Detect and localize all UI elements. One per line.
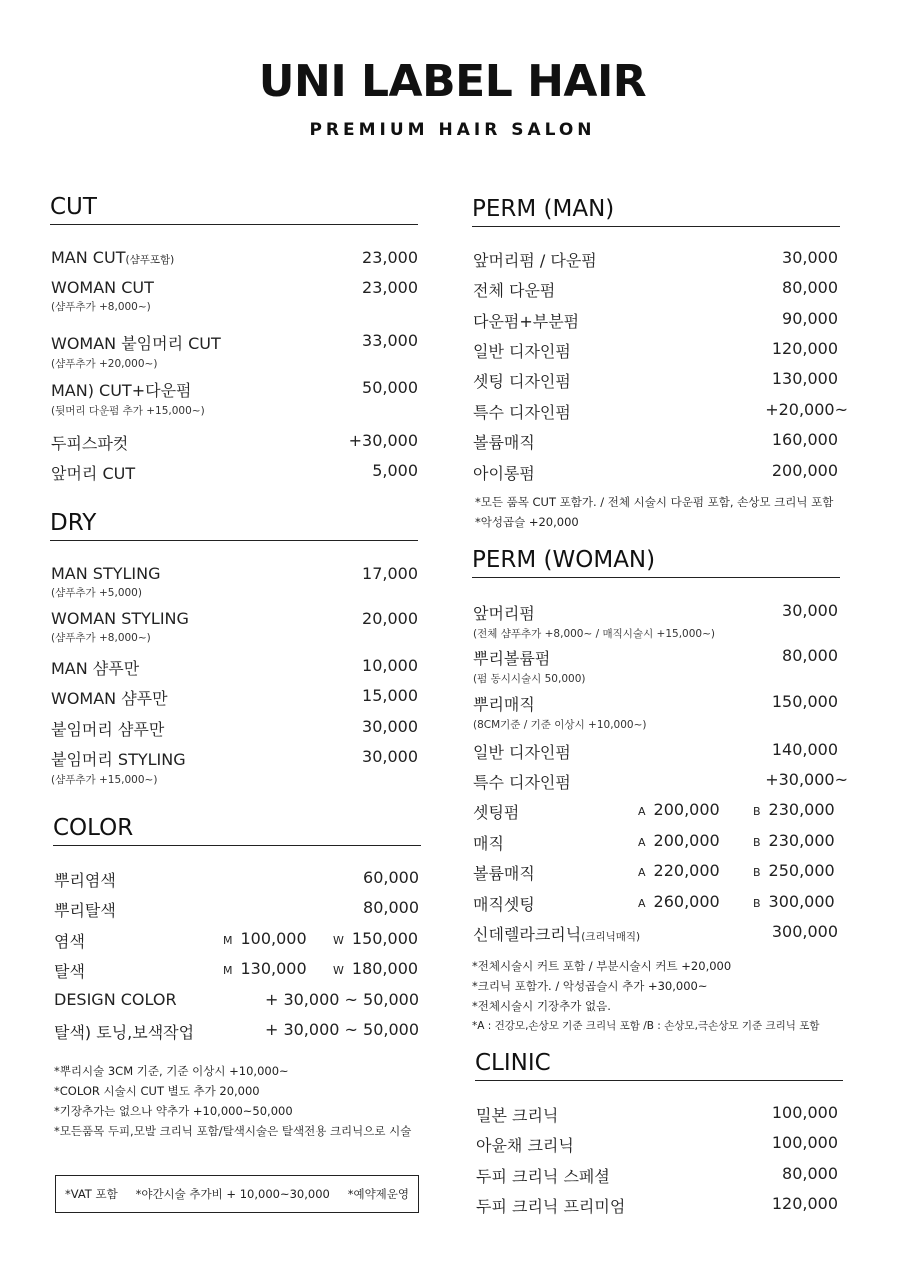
salon-title: UNI LABEL HAIR [258, 56, 647, 107]
item-name: 뿌리염색 [54, 871, 116, 890]
item-price: 100,000 [771, 1133, 838, 1152]
item-price: 120,000 [771, 1194, 838, 1213]
dry-item-man-shampoo [51, 656, 418, 679]
item-price: 300,000 [771, 922, 838, 941]
item-price: 80,000 [782, 646, 838, 665]
item-name: 염색 [54, 932, 85, 951]
item-price: + 30,000 ~ 50,000 [264, 990, 419, 1009]
cut-section [50, 192, 418, 225]
item-name: 앞머리펌 / 다운펌 [473, 251, 597, 270]
item-price: 23,000 [362, 278, 418, 297]
item-name: 볼륨매직 [473, 433, 535, 452]
item-note: (샴푸추가 +20,000~) [51, 358, 158, 370]
item-name: 신데렐라크리닉 [473, 925, 582, 944]
clinic-section [475, 1048, 843, 1081]
perm-man-item [473, 248, 838, 271]
item-price: 30,000 [362, 747, 418, 766]
dry-item-extension-shampoo [51, 717, 418, 740]
perm-man-item [473, 339, 838, 362]
woman-price-label: W [333, 964, 344, 977]
item-price: 120,000 [771, 339, 838, 358]
color-item-root-bleach [54, 898, 419, 921]
item-name: WOMAN 붙임머리 CUT [51, 334, 221, 353]
item-name: 매직셋팅 [473, 895, 535, 914]
b-price-label: B [753, 897, 761, 910]
perm-man-item [473, 278, 838, 301]
item-price: 5,000 [372, 461, 418, 480]
perm-man-item [473, 400, 848, 423]
item-name: 뿌리볼륨펌 [473, 649, 551, 668]
perm-woman-note: *전체시술시 커트 포함 / 부분시술시 커트 +20,000 [472, 959, 732, 973]
color-note: *기장추가는 없으나 약추가 +10,000~50,000 [54, 1104, 293, 1118]
perm-woman-item [473, 861, 838, 884]
item-name: 앞머리펌 [473, 604, 535, 623]
perm-woman-heading: PERM (WOMAN) [472, 545, 840, 578]
cut-item-bangs-cut [51, 461, 418, 484]
perm-man-item [473, 461, 838, 484]
item-price: 20,000 [362, 609, 418, 628]
perm-man-item [473, 369, 838, 392]
item-name: 두피 크리닉 프리미엄 [476, 1197, 626, 1216]
item-note: (펌 동시시술시 50,000) [473, 673, 586, 685]
item-price: 80,000 [782, 278, 838, 297]
cut-item-woman-extension-cut [51, 331, 418, 371]
perm-woman-item [473, 770, 848, 793]
item-price: 90,000 [782, 309, 838, 328]
item-name: MAN CUT [51, 248, 126, 267]
item-name: 특수 디자인펌 [473, 773, 571, 792]
item-name: 붙임머리 STYLING [51, 750, 186, 769]
a-price-label: A [638, 805, 646, 818]
color-item-bleach [54, 959, 419, 982]
a-price-label: A [638, 897, 646, 910]
color-item-design-color [54, 990, 419, 1009]
item-note: (샴푸포함) [125, 254, 175, 266]
item-name: 뿌리탈색 [54, 901, 116, 920]
night-fee-note: *야간시술 추가비 + 10,000~30,000 [135, 1187, 330, 1201]
item-price: 23,000 [362, 248, 418, 267]
perm-woman-item [473, 740, 838, 763]
item-price: 200,000 [771, 461, 838, 480]
item-name: 두피스파컷 [51, 434, 129, 453]
item-name: 다운펌+부분펌 [473, 312, 580, 331]
item-name: 전체 다운펌 [473, 281, 556, 300]
item-name: MAN 샴푸만 [51, 659, 140, 678]
cut-item-woman-cut [51, 278, 418, 314]
color-heading: COLOR [53, 813, 421, 846]
item-note: (크리닉매직) [581, 931, 641, 943]
item-price: 50,000 [362, 378, 418, 397]
perm-woman-notes [472, 956, 857, 1036]
color-section [53, 813, 421, 846]
color-item-toning [54, 1020, 419, 1043]
woman-price: 150,000 [351, 929, 419, 948]
color-item-dye [54, 929, 419, 952]
dry-item-woman-styling [51, 609, 418, 645]
man-price: 100,000 [240, 929, 307, 948]
a-price-label: A [638, 836, 646, 849]
item-name: MAN) CUT+다운펌 [51, 381, 192, 400]
item-note: (8CM기준 / 기준 이상시 +10,000~) [473, 719, 647, 731]
clinic-item [476, 1164, 838, 1187]
b-price-label: B [753, 866, 761, 879]
item-name: MAN STYLING [51, 564, 161, 583]
a-price: 200,000 [653, 800, 720, 819]
perm-man-item [473, 430, 838, 453]
dry-item-extension-styling [51, 747, 418, 787]
clinic-heading: CLINIC [475, 1048, 843, 1081]
item-name: 붙임머리 샴푸만 [51, 720, 165, 739]
cut-item-man-cut [51, 248, 418, 267]
color-notes [54, 1061, 424, 1141]
dry-item-woman-shampoo [51, 686, 418, 709]
item-note: (샴푸추가 +5,000) [51, 587, 142, 599]
color-item-root-dye [54, 868, 419, 891]
item-name: 탈색) 토닝,보색작업 [54, 1023, 195, 1042]
b-price: 230,000 [768, 831, 835, 850]
item-price: 30,000 [782, 601, 838, 620]
woman-price-label: W [333, 934, 344, 947]
a-price-label: A [638, 866, 646, 879]
clinic-item [476, 1133, 838, 1156]
item-name: 일반 디자인펌 [473, 743, 571, 762]
item-note: (전체 샴푸추가 +8,000~ / 매직시술시 +15,000~) [473, 628, 715, 640]
clinic-item [476, 1103, 838, 1126]
color-note: *COLOR 시술시 CUT 별도 추가 20,000 [54, 1084, 260, 1098]
item-name: 볼륨매직 [473, 864, 535, 883]
item-price: 160,000 [771, 430, 838, 449]
item-name: WOMAN 샴푸만 [51, 689, 168, 708]
item-name: WOMAN STYLING [51, 609, 189, 628]
item-note: (샴푸추가 +8,000~) [51, 301, 151, 313]
item-name: 두피 크리닉 스페셜 [476, 1167, 610, 1186]
perm-woman-item [473, 831, 838, 854]
b-price: 230,000 [768, 800, 835, 819]
item-price: 100,000 [771, 1103, 838, 1122]
perm-woman-item [473, 922, 838, 945]
b-price: 250,000 [768, 861, 835, 880]
item-name: 뿌리매직 [473, 695, 535, 714]
salon-subtitle: PREMIUM HAIR SALON [309, 120, 596, 140]
dry-section [50, 508, 418, 541]
item-name: 셋팅펌 [473, 803, 520, 822]
footer-info-box [55, 1175, 419, 1213]
perm-woman-section [472, 545, 840, 578]
perm-woman-note: *크리닉 포함가. / 악성곱슬시 추가 +30,000~ [472, 979, 708, 993]
vat-note: *VAT 포함 [64, 1187, 118, 1201]
item-price: 15,000 [362, 686, 418, 705]
b-price-label: B [753, 836, 761, 849]
item-price: 80,000 [363, 898, 419, 917]
perm-man-section [472, 194, 840, 227]
cut-heading: CUT [50, 192, 418, 225]
item-price: 10,000 [362, 656, 418, 675]
item-price: 80,000 [782, 1164, 838, 1183]
item-price: 17,000 [362, 564, 418, 583]
perm-woman-note: *A : 건강모,손상모 기준 크리닉 포함 /B : 손상모,극손상모 기준 크리닉 포함 [472, 1020, 820, 1032]
color-note: *뿌리시술 3CM 기준, 기준 이상시 +10,000~ [54, 1064, 289, 1078]
perm-woman-item [473, 692, 838, 732]
item-price: + 30,000 ~ 50,000 [264, 1020, 419, 1039]
item-name: 아이롱펌 [473, 464, 535, 483]
item-note: (뒷머리 다운펌 추가 +15,000~) [51, 405, 205, 417]
cut-item-scalp-spa [51, 431, 418, 454]
perm-man-notes [475, 492, 855, 532]
item-name: 탈색 [54, 962, 85, 981]
item-price: 130,000 [771, 369, 838, 388]
perm-man-note: *모든 품목 CUT 포함가. / 전체 시술시 다운펌 포함, 손상모 크리닉 포함 [475, 495, 834, 509]
item-price: 150,000 [771, 692, 838, 711]
item-price: 30,000 [782, 248, 838, 267]
item-name: 셋팅 디자인펌 [473, 372, 571, 391]
perm-woman-item [473, 646, 838, 686]
perm-woman-item [473, 800, 838, 823]
item-name: 밀본 크리닉 [476, 1106, 559, 1125]
dry-heading: DRY [50, 508, 418, 541]
man-price-label: M [223, 964, 233, 977]
perm-woman-item [473, 601, 838, 641]
item-name: 특수 디자인펌 [473, 403, 571, 422]
b-price: 300,000 [768, 892, 835, 911]
item-price: 30,000 [362, 717, 418, 736]
a-price: 220,000 [653, 861, 720, 880]
item-price: +20,000~ [765, 400, 848, 419]
perm-woman-item [473, 892, 838, 915]
cut-item-man-cut-downperm [51, 378, 418, 418]
perm-woman-note: *전체시술시 기장추가 없음. [472, 999, 611, 1013]
woman-price: 180,000 [351, 959, 419, 978]
perm-man-item [473, 309, 838, 332]
a-price: 200,000 [653, 831, 720, 850]
a-price: 260,000 [653, 892, 720, 911]
reservation-note: *예약제운영 [347, 1187, 410, 1201]
perm-man-heading: PERM (MAN) [472, 194, 840, 227]
item-note: (샴푸추가 +8,000~) [51, 632, 151, 644]
color-note: *모든품목 두피,모발 크리닉 포함/탈색시술은 탈색전용 크리닉으로 시술 [54, 1124, 412, 1138]
dry-item-man-styling [51, 564, 418, 600]
item-price: 33,000 [362, 331, 418, 350]
man-price-label: M [223, 934, 233, 947]
b-price-label: B [753, 805, 761, 818]
item-name: 아윤채 크리닉 [476, 1136, 574, 1155]
item-name: 일반 디자인펌 [473, 342, 571, 361]
man-price: 130,000 [240, 959, 307, 978]
clinic-item [476, 1194, 838, 1217]
perm-man-note: *악성곱슬 +20,000 [475, 515, 579, 529]
item-name: 매직 [473, 834, 504, 853]
item-price: 140,000 [771, 740, 838, 759]
item-name: DESIGN COLOR [54, 990, 177, 1009]
item-name: WOMAN CUT [51, 278, 154, 297]
item-price: +30,000~ [765, 770, 848, 789]
item-price: +30,000 [348, 431, 418, 450]
item-price: 60,000 [363, 868, 419, 887]
item-name: 앞머리 CUT [51, 464, 136, 483]
item-note: (샴푸추가 +15,000~) [51, 774, 158, 786]
